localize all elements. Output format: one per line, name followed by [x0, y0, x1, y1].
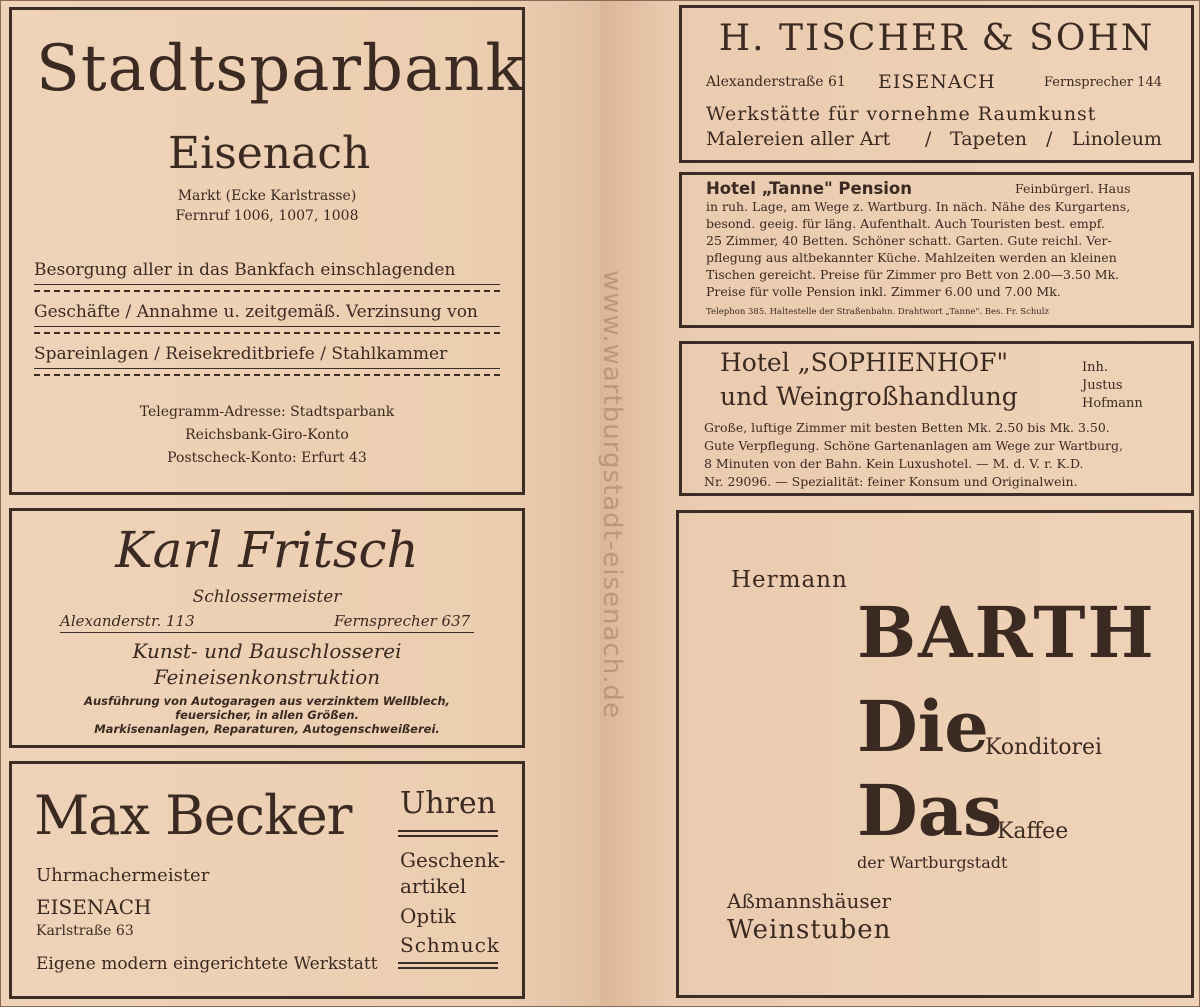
becker-item-optik: Optik — [400, 904, 456, 928]
tanne-line-2: in ruh. Lage, am Wege z. Wartburg. In näch. Nähe des Kurgartens, — [706, 199, 1131, 214]
barth-weinstuben: Weinstuben — [727, 915, 892, 945]
fritsch-note-2: feuersicher, in allen Größen. — [175, 708, 359, 722]
barth-assmann: Aßmannshäuser — [727, 889, 892, 913]
barth-kaffee: Kaffee — [997, 819, 1069, 844]
fritsch-title: Schlossermeister — [192, 587, 342, 607]
barth-das: Das — [857, 769, 1003, 852]
watermark-text: www.wartburgstadt-eisenach.de — [597, 270, 627, 719]
tanne-line-1: Feinbürgerl. Haus — [1015, 181, 1131, 196]
stadtsparbank-address: Markt (Ecke Karlstrasse) — [177, 188, 357, 204]
sophienhof-text-3: 8 Minuten von der Bahn. Kein Luxushotel. — M. d. V. r. K.D. — [704, 456, 1084, 471]
sophienhof-owner-3: Hofmann — [1082, 396, 1143, 411]
becker-workshop: Eigene modern eingerichtete Werkstatt — [36, 954, 378, 974]
becker-city: EISENACH — [36, 895, 152, 919]
tanne-heading: Hotel „Tanne" Pension — [706, 179, 913, 198]
service-line-2: Geschäfte / Annahme u. zeitgemäß. Verzinsung von — [34, 302, 478, 322]
tischer-line-2a: Malereien aller Art — [706, 128, 891, 150]
barth-last-name: BARTH — [857, 591, 1156, 674]
sophienhof-line-2: und Weingroßhandlung — [720, 382, 1018, 411]
barth-first-name: Hermann — [731, 567, 848, 593]
fritsch-street: Alexanderstr. 113 — [60, 612, 195, 630]
slash-divider: / — [925, 128, 932, 150]
service-line-3: Spareinlagen / Reisekreditbriefe / Stahlkammer — [34, 344, 448, 364]
fritsch-phone: Fernsprecher 637 — [334, 612, 471, 630]
fritsch-note-3: Markisenanlagen, Reparaturen, Autogenschweißerei. — [94, 722, 440, 736]
fritsch-line-1: Kunst- und Bauschlosserei — [132, 639, 402, 663]
becker-item-artikel: artikel — [400, 874, 467, 898]
becker-item-geschenk: Geschenk- — [400, 848, 506, 872]
becker-title: Uhrmachermeister — [36, 865, 210, 886]
becker-name: Max Becker — [34, 784, 352, 847]
stadtsparbank-telegram: Telegramm-Adresse: Stadtsparbank — [139, 404, 395, 420]
barth-konditorei: Konditorei — [985, 735, 1103, 760]
sophienhof-owner-2: Justus — [1082, 378, 1123, 393]
tischer-line-2b: Tapeten — [950, 128, 1028, 150]
sophienhof-text-1: Große, luftige Zimmer mit besten Betten Mk. 2.50 bis Mk. 3.50. — [704, 420, 1110, 435]
tischer-street: Alexanderstraße 61 — [706, 74, 846, 90]
barth-die: Die — [857, 685, 989, 768]
stadtsparbank-name: Stadtsparbank — [36, 32, 526, 106]
fritsch-name: Karl Fritsch — [115, 521, 419, 579]
tanne-footer: Telephon 385. Haltestelle der Straßenbahn. Drahtwort „Tanne". Bes. Fr. Schulz — [706, 307, 1049, 317]
tanne-line-6: Tischen gereicht. Preise für Zimmer pro Bett von 2.00—3.50 Mk. — [706, 267, 1120, 282]
service-line-1: Besorgung aller in das Bankfach einschlagenden — [34, 260, 456, 280]
sophienhof-owner-1: Inh. — [1082, 360, 1109, 375]
stadtsparbank-phone: Fernruf 1006, 1007, 1008 — [175, 208, 359, 224]
tanne-line-4: 25 Zimmer, 40 Betten. Schöner schatt. Garten. Gute reichl. Ver- — [706, 233, 1112, 248]
tischer-name: H. TISCHER & SOHN — [718, 18, 1155, 59]
stadtsparbank-city: Eisenach — [168, 128, 371, 179]
tischer-city: EISENACH — [878, 71, 996, 93]
fritsch-line-2: Feineisenkonstruktion — [153, 665, 381, 689]
tanne-line-7: Preise für volle Pension inkl. Zimmer 6.00 und 7.00 Mk. — [706, 284, 1061, 299]
tanne-line-5: pflegung aus altbekannter Küche. Mahlzeiten werden an kleinen — [706, 250, 1117, 265]
slash-divider: / — [1046, 128, 1053, 150]
tischer-line-2c: Linoleum — [1072, 128, 1162, 150]
stadtsparbank-giro: Reichsbank-Giro-Konto — [185, 427, 349, 443]
stadtsparbank-postscheck: Postscheck-Konto: Erfurt 43 — [167, 450, 367, 466]
barth-wartburgstadt: der Wartburgstadt — [857, 853, 1008, 872]
tanne-line-3: besond. geeig. für läng. Aufenthalt. Auch Touristen best. empf. — [706, 216, 1105, 231]
tischer-line-1: Werkstätte für vornehme Raumkunst — [706, 103, 1097, 125]
fritsch-note-1: Ausführung von Autogaragen aus verzinktem Wellblech, — [84, 694, 450, 708]
becker-item-schmuck: Schmuck — [400, 933, 500, 957]
sophienhof-line-1: Hotel „SOPHIENHOF" — [720, 348, 1008, 377]
sophienhof-text-2: Gute Verpflegung. Schöne Gartenanlagen am Wege zur Wartburg, — [704, 438, 1123, 453]
sophienhof-text-4: Nr. 29096. — Spezialität: feiner Konsum und Originalwein. — [704, 474, 1078, 489]
becker-item-uhren: Uhren — [400, 786, 497, 821]
tischer-phone: Fernsprecher 144 — [1044, 75, 1162, 90]
becker-street: Karlstraße 63 — [36, 923, 134, 939]
